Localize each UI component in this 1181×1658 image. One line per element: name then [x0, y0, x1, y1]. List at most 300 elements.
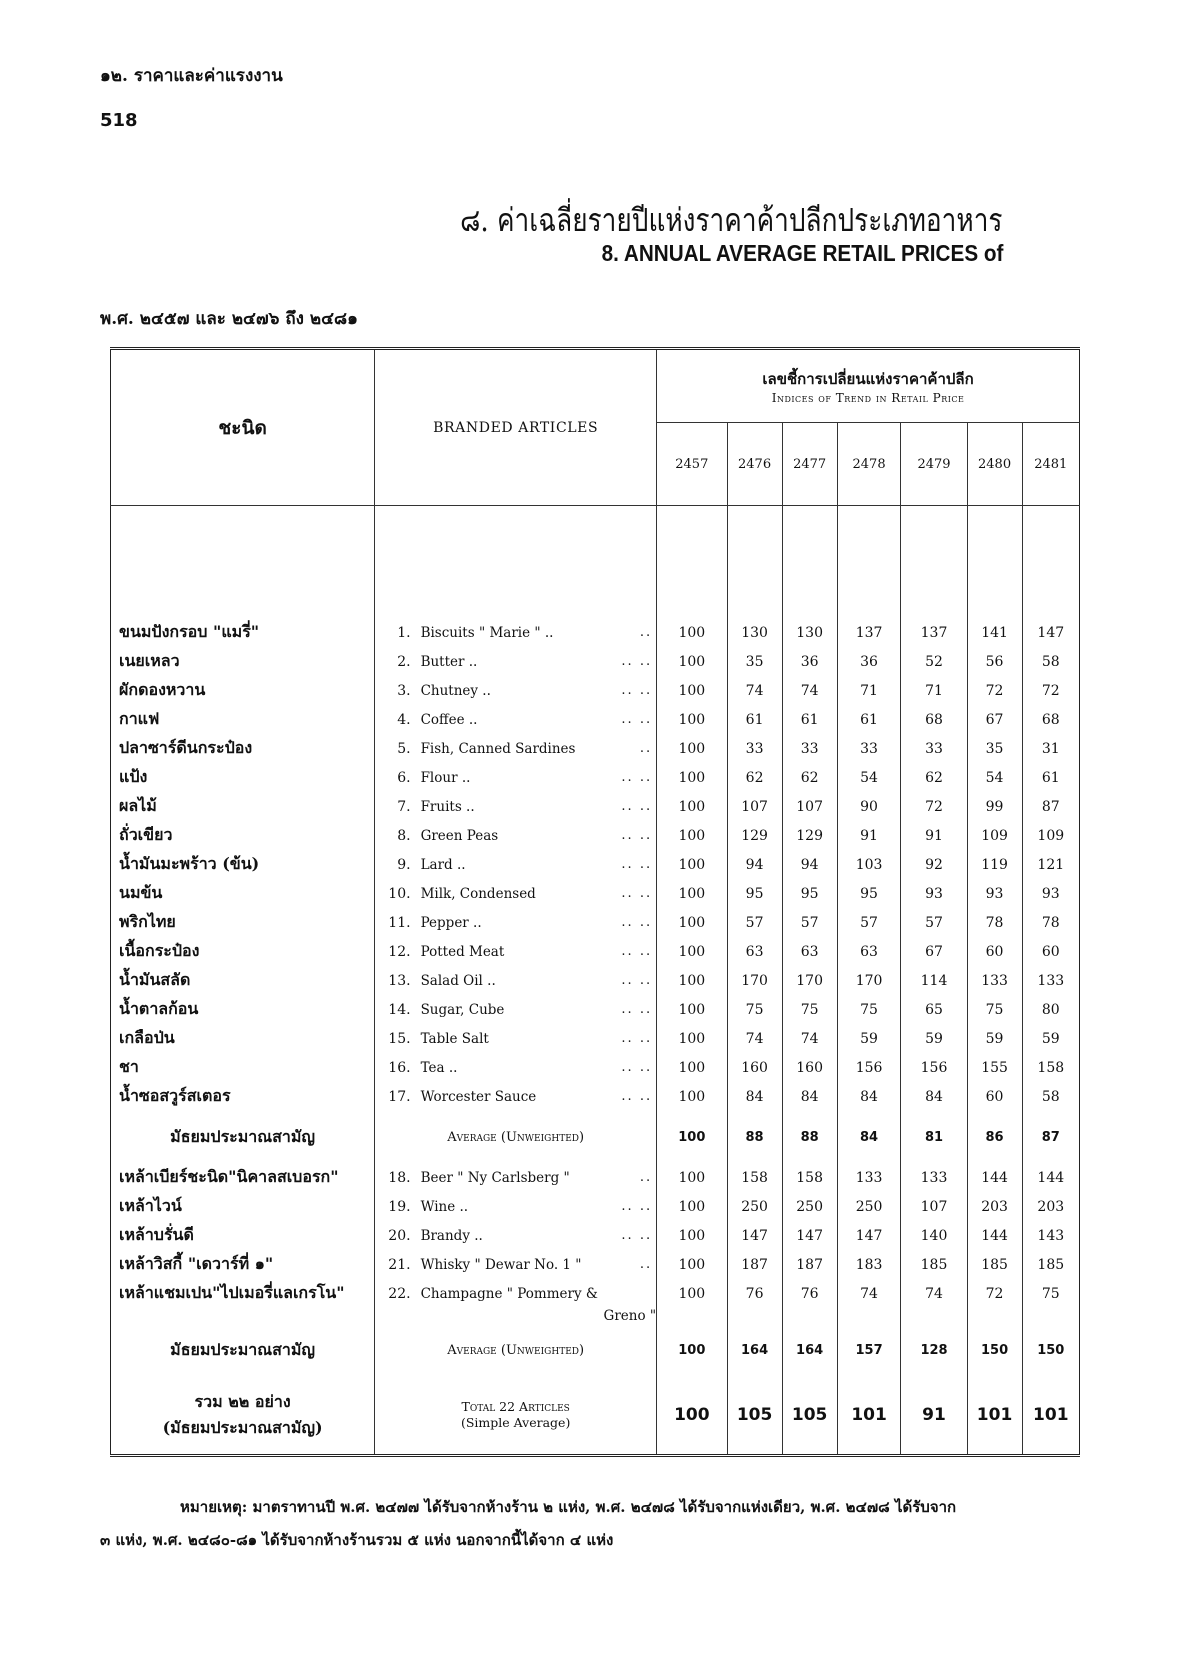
- index-value: 78: [1022, 908, 1079, 937]
- blank-cell: [657, 1308, 727, 1324]
- index-value: 75: [837, 995, 901, 1024]
- index-value: 158: [782, 1163, 837, 1192]
- index-value: 72: [967, 676, 1022, 705]
- item-leader-dots: .. ..: [621, 1002, 653, 1017]
- table-row: [111, 705, 1080, 734]
- item-number: 13.: [375, 966, 417, 995]
- item-leader-dots: ..: [639, 1257, 653, 1272]
- item-name: Fruits ..: [420, 798, 475, 815]
- year-header: 2481: [1022, 423, 1079, 506]
- item-leader-dots: .. ..: [621, 1060, 653, 1075]
- index-value: 187: [727, 1250, 782, 1279]
- index-value: 61: [782, 705, 837, 734]
- index-value: 109: [967, 821, 1022, 850]
- item-thai-name: เนยเหลว: [119, 651, 180, 670]
- index-value: 33: [782, 734, 837, 763]
- page-number: 518: [100, 110, 138, 131]
- index-value: 144: [1022, 1163, 1079, 1192]
- index-header-thai: เลขชี้การเปลี่ยนแห่งราคาค้าปลีก: [762, 370, 974, 388]
- blank-cell: [1022, 1308, 1079, 1324]
- item-number: 5.: [375, 734, 417, 763]
- table-row: [111, 966, 1080, 995]
- index-value: 78: [967, 908, 1022, 937]
- index-value: 67: [901, 937, 967, 966]
- index-value: 72: [901, 792, 967, 821]
- index-value: 59: [901, 1024, 967, 1053]
- table-row: [111, 908, 1080, 937]
- index-value: 61: [1022, 763, 1079, 792]
- index-value: 62: [901, 763, 967, 792]
- table-row: [111, 879, 1080, 908]
- blank-cell: [837, 1308, 901, 1324]
- index-value: 72: [967, 1279, 1022, 1308]
- table-row: [111, 1192, 1080, 1221]
- total-value: 100: [657, 1376, 727, 1456]
- index-value: 119: [967, 850, 1022, 879]
- blank-cell: [901, 1308, 967, 1324]
- total-label-thai-line1: รวม ๒๒ อย่าง: [194, 1392, 291, 1411]
- index-value: 74: [727, 1024, 782, 1053]
- index-value: 54: [967, 763, 1022, 792]
- index-value: 74: [901, 1279, 967, 1308]
- table-row: [111, 792, 1080, 821]
- blank-cell: [782, 1308, 837, 1324]
- index-value: 58: [1022, 1082, 1079, 1111]
- index-value: 61: [727, 705, 782, 734]
- index-value: 95: [782, 879, 837, 908]
- total-value: 105: [727, 1376, 782, 1456]
- index-value: 52: [901, 647, 967, 676]
- index-value: 250: [727, 1192, 782, 1221]
- index-value: 84: [727, 1082, 782, 1111]
- total-row: [111, 1376, 1080, 1456]
- total-label-english: [375, 1376, 657, 1456]
- index-value: 100: [657, 937, 727, 966]
- item-number: 8.: [375, 821, 417, 850]
- index-value: 65: [901, 995, 967, 1024]
- item-number: 1.: [375, 618, 417, 647]
- index-value: 100: [657, 792, 727, 821]
- table-row: [111, 1279, 1080, 1308]
- total-value: 101: [1022, 1376, 1079, 1456]
- index-value: 59: [837, 1024, 901, 1053]
- item-number: 15.: [375, 1024, 417, 1053]
- index-value: 100: [657, 1053, 727, 1082]
- index-value: 74: [782, 1024, 837, 1053]
- table-row: [111, 1024, 1080, 1053]
- index-value: 100: [657, 1192, 727, 1221]
- index-value: 121: [1022, 850, 1079, 879]
- average-value: 88: [782, 1111, 837, 1163]
- index-value: 95: [727, 879, 782, 908]
- total-label-english-line2: (Simple Average): [460, 1415, 571, 1430]
- average-label-thai: มัธยมประมาณสามัญ: [170, 1339, 316, 1359]
- index-value: 91: [901, 821, 967, 850]
- footnote-line-2: ๓ แห่ง, พ.ศ. ๒๔๘๐-๘๑ ได้รับจากห้างร้านรวม ๕ แห่ง นอกจากนี้ได้จาก ๔ แห่ง: [100, 1531, 614, 1549]
- index-value: 57: [782, 908, 837, 937]
- item-name-continuation: Greno ": [603, 1308, 657, 1324]
- item-thai-name: เหล้าแชมเปน"ไปเมอรี่แลเกรโน": [119, 1283, 345, 1302]
- index-value: 92: [901, 850, 967, 879]
- index-value: 76: [727, 1279, 782, 1308]
- index-value: 36: [782, 647, 837, 676]
- index-value: 99: [967, 792, 1022, 821]
- index-value: 158: [1022, 1053, 1079, 1082]
- item-thai-name: ผักดองหวาน: [119, 680, 206, 699]
- table-row: [111, 1250, 1080, 1279]
- index-value: 62: [782, 763, 837, 792]
- average-row-liquor: [111, 1324, 1080, 1376]
- index-value: 133: [1022, 966, 1079, 995]
- index-value: 147: [782, 1221, 837, 1250]
- index-value: 114: [901, 966, 967, 995]
- index-value: 71: [901, 676, 967, 705]
- index-value: 57: [727, 908, 782, 937]
- item-leader-dots: ..: [639, 625, 653, 640]
- table-row: [111, 1082, 1080, 1111]
- index-value: 75: [727, 995, 782, 1024]
- item-name: Coffee ..: [420, 711, 478, 728]
- index-value: 100: [657, 705, 727, 734]
- item-number: 12.: [375, 937, 417, 966]
- table-row: [111, 676, 1080, 705]
- average-label-english: Average (Unweighted): [375, 1111, 657, 1163]
- index-value: 95: [837, 879, 901, 908]
- index-value: 59: [967, 1024, 1022, 1053]
- index-value: 75: [967, 995, 1022, 1024]
- item-thai-name: ปลาซาร์ดีนกระป๋อง: [119, 738, 253, 757]
- index-value: 75: [1022, 1279, 1079, 1308]
- item-name: Brandy ..: [420, 1227, 483, 1244]
- item-number: 20.: [375, 1221, 417, 1250]
- index-value: 31: [1022, 734, 1079, 763]
- item-name: Fish, Canned Sardines: [420, 740, 576, 757]
- item-leader-dots: ..: [639, 1170, 653, 1185]
- index-value: 75: [782, 995, 837, 1024]
- table-title-english: 8. ANNUAL AVERAGE RETAIL PRICES of: [601, 240, 1003, 266]
- index-value: 130: [782, 618, 837, 647]
- index-value: 60: [1022, 937, 1079, 966]
- item-leader-dots: .. ..: [621, 1089, 653, 1104]
- average-value: 164: [782, 1324, 837, 1376]
- item-thai-name: กาแฟ: [119, 709, 160, 728]
- index-value: 63: [727, 937, 782, 966]
- index-value: 170: [837, 966, 901, 995]
- index-value: 56: [967, 647, 1022, 676]
- average-value: 100: [657, 1324, 727, 1376]
- item-name: Pepper ..: [420, 914, 482, 931]
- index-value: 59: [1022, 1024, 1079, 1053]
- index-value: 147: [727, 1221, 782, 1250]
- index-value: 91: [837, 821, 901, 850]
- table-row-continuation: [111, 1308, 1080, 1324]
- index-value: 183: [837, 1250, 901, 1279]
- item-name: Whisky " Dewar No. 1 ": [420, 1256, 582, 1273]
- index-value: 94: [727, 850, 782, 879]
- index-value: 93: [1022, 879, 1079, 908]
- index-value: 100: [657, 821, 727, 850]
- index-value: 68: [901, 705, 967, 734]
- index-value: 63: [837, 937, 901, 966]
- item-thai-name: น้ำมันมะพร้าว (ข้น): [119, 854, 260, 873]
- item-name: Sugar, Cube: [420, 1001, 505, 1018]
- item-name: Milk, Condensed: [420, 885, 536, 902]
- index-value: 170: [782, 966, 837, 995]
- item-number: 21.: [375, 1250, 417, 1279]
- footnote-line-1: หมายเหตุ: มาตราทานปี พ.ศ. ๒๔๗๗ ได้รับจากห้างร้าน ๒ แห่ง, พ.ศ. ๒๔๗๘ ได้รับจากแห่งเดียว, พ.ศ. ๒๔๗๘ ได้รับจาก: [180, 1498, 957, 1516]
- item-number: 2.: [375, 647, 417, 676]
- index-value: 76: [782, 1279, 837, 1308]
- index-value: 100: [657, 1082, 727, 1111]
- item-leader-dots: .. ..: [621, 1199, 653, 1214]
- table-title-thai: ๘. ค่าเฉลี่ยรายปีแห่งราคาค้าปลีกประเภทอาหาร: [460, 201, 1003, 239]
- index-value: 71: [837, 676, 901, 705]
- table-row: [111, 937, 1080, 966]
- index-header-english: Indices of Trend in Retail Price: [771, 391, 965, 405]
- item-thai-name: เหล้าเบียร์ชะนิด"นิคาลสเบอรก": [119, 1167, 339, 1186]
- item-number: 10.: [375, 879, 417, 908]
- index-value: 57: [837, 908, 901, 937]
- index-value: 137: [837, 618, 901, 647]
- average-label-thai: มัธยมประมาณสามัญ: [170, 1126, 316, 1146]
- index-value: 143: [1022, 1221, 1079, 1250]
- index-value: 36: [837, 647, 901, 676]
- blank-cell: [111, 1308, 375, 1324]
- item-thai-name: ขนมปังกรอบ "แมรี่": [119, 622, 260, 641]
- table-row: [111, 821, 1080, 850]
- index-value: 144: [967, 1221, 1022, 1250]
- index-value: 100: [657, 966, 727, 995]
- item-name: Butter ..: [420, 653, 478, 670]
- index-value: 33: [727, 734, 782, 763]
- index-value: 103: [837, 850, 901, 879]
- index-value: 61: [837, 705, 901, 734]
- section-title: ๑๒. ราคาและค่าแรงงาน: [100, 66, 283, 86]
- item-leader-dots: ..: [639, 741, 653, 756]
- item-number: 16.: [375, 1053, 417, 1082]
- item-thai-name: น้ำตาลก้อน: [119, 999, 199, 1018]
- total-value: 101: [967, 1376, 1022, 1456]
- item-thai-name: พริกไทย: [119, 912, 176, 931]
- item-name: Chutney ..: [420, 682, 491, 699]
- col-header-thai: ชะนิด: [218, 416, 267, 439]
- item-thai-name: เนื้อกระป๋อง: [119, 941, 200, 960]
- index-value: 57: [901, 908, 967, 937]
- item-name: Salad Oil ..: [420, 972, 496, 989]
- average-value: 164: [727, 1324, 782, 1376]
- item-leader-dots: .. ..: [621, 828, 653, 843]
- index-value: 130: [727, 618, 782, 647]
- index-value: 144: [967, 1163, 1022, 1192]
- item-number: 22.: [375, 1279, 417, 1308]
- item-name: Wine ..: [420, 1198, 469, 1215]
- item-number: 11.: [375, 908, 417, 937]
- average-value: 128: [901, 1324, 967, 1376]
- year-header: 2478: [837, 423, 901, 506]
- item-name: Biscuits " Marie " ..: [420, 624, 554, 641]
- average-value: 86: [967, 1111, 1022, 1163]
- years-note: พ.ศ. ๒๔๕๗ และ ๒๔๗๖ ถึง ๒๔๘๑: [100, 309, 358, 329]
- blank-cell: [375, 1308, 417, 1324]
- index-value: 60: [967, 1082, 1022, 1111]
- index-value: 155: [967, 1053, 1022, 1082]
- index-value: 147: [837, 1221, 901, 1250]
- index-value: 100: [657, 647, 727, 676]
- average-value: 84: [837, 1111, 901, 1163]
- index-value: 129: [782, 821, 837, 850]
- index-value: 100: [657, 879, 727, 908]
- item-name: Worcester Sauce: [420, 1088, 537, 1105]
- index-value: 109: [1022, 821, 1079, 850]
- index-value: 147: [1022, 618, 1079, 647]
- index-value: 58: [1022, 647, 1079, 676]
- total-value: 101: [837, 1376, 901, 1456]
- index-value: 250: [837, 1192, 901, 1221]
- index-value: 107: [727, 792, 782, 821]
- item-name: Lard ..: [420, 856, 466, 873]
- index-value: 100: [657, 1024, 727, 1053]
- index-value: 185: [901, 1250, 967, 1279]
- item-leader-dots: .. ..: [621, 944, 653, 959]
- table-row: [111, 1221, 1080, 1250]
- index-value: 100: [657, 734, 727, 763]
- index-value: 185: [1022, 1250, 1079, 1279]
- index-value: 94: [782, 850, 837, 879]
- index-value: 63: [782, 937, 837, 966]
- item-name: Green Peas: [420, 827, 499, 844]
- index-value: 156: [901, 1053, 967, 1082]
- item-thai-name: น้ำมันสลัด: [119, 970, 191, 989]
- average-value: 157: [837, 1324, 901, 1376]
- average-value: 81: [901, 1111, 967, 1163]
- item-leader-dots: .. ..: [621, 799, 653, 814]
- index-value: 250: [782, 1192, 837, 1221]
- index-value: 133: [837, 1163, 901, 1192]
- item-number: 6.: [375, 763, 417, 792]
- year-header: 2480: [967, 423, 1022, 506]
- total-label-english-line1: Total 22 Articles: [461, 1399, 570, 1414]
- item-leader-dots: .. ..: [621, 973, 653, 988]
- year-header: 2477: [782, 423, 837, 506]
- index-value: 141: [967, 618, 1022, 647]
- blank-cell: [727, 1308, 782, 1324]
- index-value: 33: [901, 734, 967, 763]
- index-value: 90: [837, 792, 901, 821]
- item-thai-name: น้ำซอสวูร์สเตอร: [119, 1086, 231, 1105]
- item-name: Flour ..: [420, 769, 471, 786]
- item-leader-dots: [615, 1279, 657, 1308]
- item-number: 7.: [375, 792, 417, 821]
- table-row: [111, 734, 1080, 763]
- table-row: [111, 995, 1080, 1024]
- index-value: 100: [657, 1163, 727, 1192]
- item-leader-dots: .. ..: [621, 886, 653, 901]
- index-value: 93: [901, 879, 967, 908]
- index-value: 107: [782, 792, 837, 821]
- item-thai-name: ถั่วเขียว: [119, 825, 173, 844]
- index-value: 160: [727, 1053, 782, 1082]
- year-header: 2476: [727, 423, 782, 506]
- item-number: 18.: [375, 1163, 417, 1192]
- index-value: 133: [901, 1163, 967, 1192]
- index-value: 62: [727, 763, 782, 792]
- table-row: [111, 647, 1080, 676]
- index-value: 100: [657, 1250, 727, 1279]
- index-value: 187: [782, 1250, 837, 1279]
- total-label-thai-line2: (มัธยมประมาณสามัญ): [162, 1418, 323, 1437]
- index-value: 158: [727, 1163, 782, 1192]
- index-value: 170: [727, 966, 782, 995]
- index-value: 74: [782, 676, 837, 705]
- item-number: 9.: [375, 850, 417, 879]
- index-value: 67: [967, 705, 1022, 734]
- index-value: 72: [1022, 676, 1079, 705]
- index-value: 80: [1022, 995, 1079, 1024]
- item-thai-name: เหล้าไวน์: [119, 1196, 182, 1215]
- index-value: 74: [727, 676, 782, 705]
- year-header: 2479: [901, 423, 967, 506]
- item-thai-name: เหล้าบรั่นดี: [119, 1225, 194, 1244]
- item-name: Champagne " Pommery &: [420, 1285, 598, 1302]
- index-value: 87: [1022, 792, 1079, 821]
- table-body: [111, 506, 1080, 1456]
- item-name: Table Salt: [420, 1030, 489, 1047]
- table-row: [111, 1053, 1080, 1082]
- total-value: 91: [901, 1376, 967, 1456]
- item-thai-name: นมข้น: [119, 883, 163, 902]
- total-value: 105: [782, 1376, 837, 1456]
- average-value: 100: [657, 1111, 727, 1163]
- index-value: 84: [837, 1082, 901, 1111]
- item-leader-dots: .. ..: [621, 770, 653, 785]
- index-value: 100: [657, 1221, 727, 1250]
- table-row: [111, 763, 1080, 792]
- index-value: 100: [657, 908, 727, 937]
- item-thai-name: ผลไม้: [119, 796, 157, 815]
- average-value: 87: [1022, 1111, 1079, 1163]
- index-value: 68: [1022, 705, 1079, 734]
- item-leader-dots: .. ..: [621, 683, 653, 698]
- item-leader-dots: .. ..: [621, 915, 653, 930]
- index-value: 100: [657, 676, 727, 705]
- index-value: 100: [657, 995, 727, 1024]
- item-leader-dots: .. ..: [621, 712, 653, 727]
- blank-cell: [967, 1308, 1022, 1324]
- table-row: [111, 1163, 1080, 1192]
- year-header: 2457: [657, 423, 727, 506]
- index-value: 156: [837, 1053, 901, 1082]
- table-row: [111, 850, 1080, 879]
- average-value: 150: [967, 1324, 1022, 1376]
- item-number: 17.: [375, 1082, 417, 1111]
- retail-prices-table: [110, 347, 1080, 1457]
- item-number: 19.: [375, 1192, 417, 1221]
- index-value: 84: [782, 1082, 837, 1111]
- index-header: [657, 349, 1080, 423]
- item-thai-name: เหล้าวิสกี้ "เดวาร์ที่ ๑": [119, 1254, 274, 1273]
- item-name: Tea ..: [420, 1059, 458, 1076]
- index-value: 203: [1022, 1192, 1079, 1221]
- item-leader-dots: .. ..: [621, 1031, 653, 1046]
- item-leader-dots: .. ..: [621, 1228, 653, 1243]
- index-value: 100: [657, 1279, 727, 1308]
- index-value: 100: [657, 618, 727, 647]
- col-header-branded: BRANDED ARTICLES: [375, 349, 657, 506]
- index-value: 133: [967, 966, 1022, 995]
- item-number: 4.: [375, 705, 417, 734]
- index-value: 93: [967, 879, 1022, 908]
- index-value: 137: [901, 618, 967, 647]
